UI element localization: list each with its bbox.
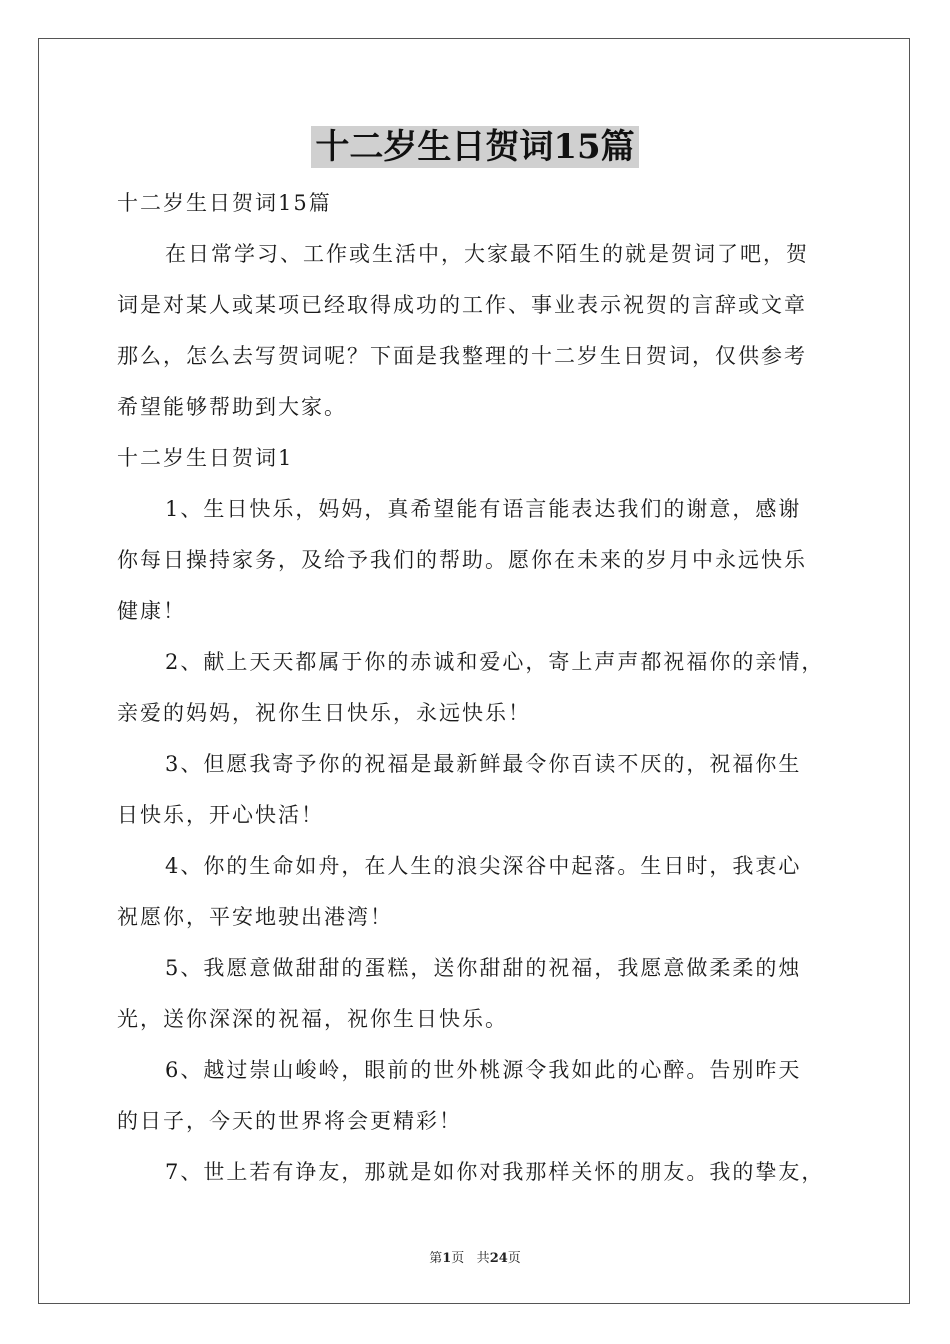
footer-page-number: 1 bbox=[442, 1251, 452, 1266]
body-line: 祝愿你，平安地驶出港湾！ bbox=[117, 905, 393, 929]
body-line: 你每日操持家务，及给予我们的帮助。愿你在未来的岁月中永远快乐 bbox=[117, 548, 807, 572]
document-body bbox=[117, 178, 837, 1198]
body-line: 1、生日快乐，妈妈，真希望能有语言能表达我们的谢意，感谢 bbox=[165, 497, 802, 521]
footer-total-pages: 24 bbox=[489, 1251, 508, 1266]
body-line: 4、你的生命如舟，在人生的浪尖深谷中起落。生日时，我衷心 bbox=[165, 854, 802, 878]
body-line: 5、我愿意做甜甜的蛋糕，送你甜甜的祝福，我愿意做柔柔的烛 bbox=[165, 956, 802, 980]
footer-total-prefix: 共 bbox=[476, 1251, 490, 1266]
footer-page-prefix: 第 bbox=[429, 1251, 443, 1266]
body-line: 亲爱的妈妈，祝你生日快乐，永远快乐！ bbox=[117, 701, 531, 725]
body-line: 词是对某人或某项已经取得成功的工作、事业表示祝贺的言辞或文章 bbox=[117, 293, 807, 317]
body-line: 的日子，今天的世界将会更精彩！ bbox=[117, 1109, 462, 1133]
body-line: 6、越过崇山峻岭，眼前的世外桃源令我如此的心醉。告别昨天 bbox=[165, 1058, 802, 1082]
body-line: 在日常学习、工作或生活中，大家最不陌生的就是贺词了吧，贺 bbox=[165, 242, 809, 266]
body-line: 健康！ bbox=[117, 599, 186, 623]
footer-total-suffix: 页 bbox=[507, 1251, 521, 1266]
document-title: 十二岁生日贺词15篇 bbox=[311, 126, 638, 168]
title-container bbox=[0, 126, 950, 168]
body-line: 7、世上若有诤友，那就是如你对我那样关怀的朋友。我的挚友， bbox=[165, 1160, 825, 1184]
footer-page-suffix: 页 bbox=[451, 1251, 465, 1266]
body-line: 那么，怎么去写贺词呢？下面是我整理的十二岁生日贺词，仅供参考 bbox=[117, 344, 807, 368]
body-line: 光，送你深深的祝福，祝你生日快乐。 bbox=[117, 1007, 508, 1031]
body-line: 希望能够帮助到大家。 bbox=[117, 395, 347, 419]
body-line: 十二岁生日贺词15篇 bbox=[117, 191, 332, 215]
body-line: 3、但愿我寄予你的祝福是最新鲜最令你百读不厌的，祝福你生 bbox=[165, 752, 802, 776]
page-footer bbox=[0, 1247, 950, 1266]
body-line: 日快乐，开心快活！ bbox=[117, 803, 324, 827]
section-heading: 十二岁生日贺词1 bbox=[117, 446, 294, 470]
body-line: 2、献上天天都属于你的赤诚和爱心，寄上声声都祝福你的亲情， bbox=[165, 650, 825, 674]
